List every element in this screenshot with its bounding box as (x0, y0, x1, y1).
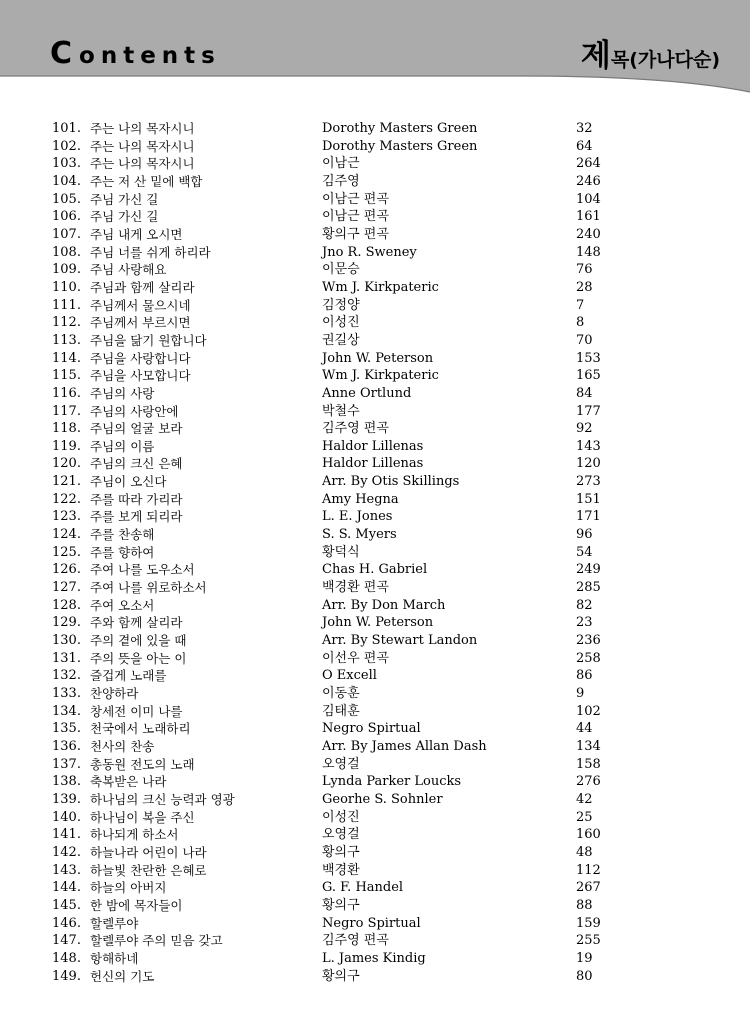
entry-title: 주님의 얼굴 보라 (90, 421, 183, 437)
entry-page: 84 (576, 385, 593, 401)
entry-number: 145. (52, 897, 81, 913)
toc-entry (0, 650, 750, 668)
entry-number: 125. (52, 544, 81, 560)
toc-entry (0, 773, 750, 791)
entry-author: Arr. By Don March (322, 597, 446, 613)
entry-title: 주님을 사모합니다 (90, 368, 191, 384)
entry-title: 즐겁게 노래를 (90, 668, 167, 684)
entry-number: 111. (52, 297, 81, 313)
entry-title: 할렐루야 주의 믿음 갖고 (90, 933, 223, 949)
entry-number: 114. (52, 350, 81, 366)
entry-number: 133. (52, 686, 81, 701)
entry-title: 찬양하라 (90, 686, 139, 701)
entry-page: 54 (576, 544, 593, 560)
toc-entry (0, 756, 750, 774)
toc-entry (0, 297, 750, 315)
entry-title: 하늘나라 어린이 나라 (90, 844, 207, 860)
toc-entry (0, 244, 750, 262)
entry-author: 오영걸 (322, 827, 360, 843)
entry-page: 102 (576, 703, 601, 719)
entry-title: 주님과 함께 살리라 (90, 279, 195, 295)
entry-title: 창세전 이미 나를 (90, 703, 183, 719)
toc-entry (0, 261, 750, 279)
toc-entry (0, 879, 750, 897)
entry-page: 23 (576, 615, 593, 631)
entry-author: 이문승 (322, 262, 360, 278)
toc-entry (0, 862, 750, 880)
entry-number: 106. (52, 209, 81, 225)
entry-title: 하늘빛 찬란한 은혜로 (90, 862, 207, 878)
entry-number: 116. (52, 385, 81, 401)
entry-page: 246 (576, 173, 601, 189)
entry-title: 항해하네 (90, 950, 139, 966)
entry-page: 88 (576, 897, 593, 913)
entry-number: 144. (52, 880, 81, 896)
entry-page: 177 (576, 403, 601, 419)
entry-title: 천국에서 노래하리 (90, 721, 191, 737)
entry-page: 76 (576, 262, 593, 278)
entry-page: 276 (576, 774, 601, 790)
entry-author: John W. Peterson (322, 615, 434, 631)
entry-page: 86 (576, 668, 593, 684)
entry-number: 117. (52, 403, 81, 419)
entry-page: 28 (576, 279, 593, 295)
entry-title: 주님의 크신 은혜 (90, 456, 183, 472)
entry-author: G. F. Handel (322, 880, 404, 896)
entry-number: 118. (52, 421, 81, 437)
entry-title: 주를 향하여 (90, 544, 155, 560)
toc-entry (0, 720, 750, 738)
entry-page: 165 (576, 368, 601, 384)
toc-entry (0, 367, 750, 385)
toc-entry (0, 685, 750, 703)
entry-title: 하나님이 복을 주신 (90, 809, 195, 825)
entry-author: 박철수 (322, 403, 360, 419)
toc-entry (0, 191, 750, 209)
toc-entry (0, 350, 750, 368)
entry-number: 122. (52, 491, 81, 507)
entry-title: 주를 따라 가리라 (90, 491, 183, 507)
entry-page: 258 (576, 650, 601, 666)
entry-number: 142. (52, 844, 81, 860)
entry-title: 주님 너를 쉬게 하리라 (90, 244, 211, 260)
table-of-contents (0, 120, 750, 985)
entry-title: 주는 저 산 밑에 백합 (90, 173, 203, 189)
entry-author: 황의구 편곡 (322, 226, 389, 242)
toc-entry (0, 208, 750, 226)
entry-number: 112. (52, 315, 81, 331)
toc-entry (0, 491, 750, 509)
entry-author: Georhe S. Sohnler (322, 791, 443, 807)
entry-number: 121. (52, 474, 81, 490)
toc-entry (0, 614, 750, 632)
entry-page: 236 (576, 633, 601, 649)
entry-page: 255 (576, 933, 601, 949)
entry-author: Wm J. Kirkpateric (322, 279, 439, 295)
entry-title: 축복받은 나라 (90, 774, 167, 790)
entry-author: 권길상 (322, 332, 360, 348)
toc-entry (0, 420, 750, 438)
entry-title: 주님께서 부르시면 (90, 315, 191, 331)
entry-author: 이남근 편곡 (322, 209, 389, 225)
toc-entry (0, 120, 750, 138)
entry-title: 주님의 사랑안에 (90, 403, 179, 419)
entry-number: 108. (52, 244, 81, 260)
toc-entry (0, 915, 750, 933)
toc-entry (0, 632, 750, 650)
entry-author: 김주영 편곡 (322, 421, 389, 437)
entry-page: 44 (576, 721, 593, 737)
entry-number: 127. (52, 580, 81, 596)
entry-number: 124. (52, 527, 81, 543)
entry-author: John W. Peterson (322, 350, 434, 366)
entry-author: Arr. By Otis Skillings (322, 474, 460, 490)
entry-page: 8 (576, 315, 585, 331)
entry-title: 주님이 오신다 (90, 474, 167, 490)
toc-entry (0, 403, 750, 421)
entry-page: 240 (576, 226, 601, 242)
entry-author: Haldor Lillenas (322, 438, 424, 454)
entry-page: 267 (576, 880, 601, 896)
section-title: 제목(가나다순) (580, 38, 720, 74)
entry-author: O Excell (322, 668, 377, 684)
entry-number: 104. (52, 173, 81, 189)
entry-title: 하늘의 아버지 (90, 880, 167, 896)
entry-title: 주는 나의 목자시니 (90, 156, 195, 172)
entry-author: Arr. By Stewart Landon (322, 633, 478, 649)
entry-number: 115. (52, 368, 81, 384)
entry-author: Dorothy Masters Green (322, 138, 478, 154)
toc-entry (0, 844, 750, 862)
entry-page: 134 (576, 738, 601, 754)
toc-entry (0, 332, 750, 350)
toc-entry (0, 314, 750, 332)
entry-author: Wm J. Kirkpateric (322, 368, 439, 384)
entry-number: 132. (52, 668, 81, 684)
entry-title: 주님 사랑해요 (90, 262, 167, 278)
entry-title: 주는 나의 목자시니 (90, 121, 195, 136)
entry-title: 주님의 사랑 (90, 385, 155, 401)
entry-page: 153 (576, 350, 601, 366)
entry-page: 92 (576, 421, 593, 437)
toc-entry (0, 438, 750, 456)
entry-page: 82 (576, 597, 593, 613)
entry-page: 159 (576, 915, 601, 931)
entry-author: 이성진 (322, 809, 360, 825)
entry-number: 146. (52, 915, 81, 931)
entry-title: 주를 찬송해 (90, 527, 155, 543)
entry-author: 황의구 (322, 844, 360, 860)
toc-entry (0, 226, 750, 244)
entry-number: 120. (52, 456, 81, 472)
toc-entry (0, 738, 750, 756)
entry-number: 139. (52, 791, 81, 807)
entry-page: 112 (576, 862, 601, 878)
entry-number: 129. (52, 615, 81, 631)
entry-number: 103. (52, 156, 81, 172)
toc-entry (0, 455, 750, 473)
entry-page: 32 (576, 121, 593, 136)
entry-number: 134. (52, 703, 81, 719)
toc-entry (0, 826, 750, 844)
entry-page: 161 (576, 209, 601, 225)
toc-entry (0, 579, 750, 597)
entry-page: 171 (576, 509, 601, 525)
toc-entry (0, 968, 750, 986)
entry-author: 백경환 편곡 (322, 580, 389, 596)
entry-author: 백경환 (322, 862, 360, 878)
entry-number: 138. (52, 774, 81, 790)
toc-entry (0, 279, 750, 297)
entry-author: Haldor Lillenas (322, 456, 424, 472)
entry-title: 주여 나를 위로하소서 (90, 580, 207, 596)
entry-page: 264 (576, 156, 601, 172)
toc-entry (0, 897, 750, 915)
toc-entry (0, 597, 750, 615)
entry-page: 120 (576, 456, 601, 472)
entry-author: 김태훈 (322, 703, 360, 719)
entry-number: 101. (52, 121, 81, 136)
entry-number: 147. (52, 933, 81, 949)
entry-author: 김정양 (322, 297, 360, 313)
entry-title: 주님을 닮기 원합니다 (90, 332, 207, 348)
entry-author: L. James Kindig (322, 950, 426, 966)
entry-number: 141. (52, 827, 81, 843)
entry-page: 25 (576, 809, 593, 825)
entry-number: 149. (52, 968, 81, 984)
entry-author: Lynda Parker Loucks (322, 774, 462, 790)
entry-number: 140. (52, 809, 81, 825)
entry-title: 주는 나의 목자시니 (90, 138, 195, 154)
entry-title: 할렐루야 (90, 915, 139, 931)
entry-number: 109. (52, 262, 81, 278)
entry-title: 주님 가신 길 (90, 191, 159, 207)
entry-title: 한 밤에 목자들이 (90, 897, 183, 913)
entry-page: 96 (576, 527, 593, 543)
entry-number: 119. (52, 438, 81, 454)
entry-title: 주와 함께 살리라 (90, 615, 183, 631)
toc-entry (0, 155, 750, 173)
entry-author: 이동훈 (322, 686, 360, 701)
entry-page: 64 (576, 138, 593, 154)
entry-author: L. E. Jones (322, 509, 393, 525)
entry-page: 249 (576, 562, 601, 578)
page-header (0, 0, 750, 100)
entry-author: Jno R. Sweney (322, 244, 417, 260)
entry-page: 158 (576, 756, 601, 772)
entry-author: Anne Ortlund (322, 385, 412, 401)
toc-entry (0, 703, 750, 721)
entry-author: Chas H. Gabriel (322, 562, 428, 578)
entry-page: 104 (576, 191, 601, 207)
entry-title: 주님 가신 길 (90, 209, 159, 225)
entry-number: 128. (52, 597, 81, 613)
entry-page: 151 (576, 491, 601, 507)
entry-page: 160 (576, 827, 601, 843)
entry-title: 주의 뜻을 아는 이 (90, 650, 187, 666)
entry-page: 148 (576, 244, 601, 260)
entry-number: 123. (52, 509, 81, 525)
toc-entry (0, 809, 750, 827)
entry-title: 주님 내게 오시면 (90, 226, 183, 242)
entry-author: 이선우 편곡 (322, 650, 389, 666)
entry-number: 126. (52, 562, 81, 578)
entry-page: 70 (576, 332, 593, 348)
toc-entry (0, 173, 750, 191)
entry-title: 천사의 찬송 (90, 738, 155, 754)
entry-title: 주님께서 물으시네 (90, 297, 191, 313)
entry-page: 7 (576, 297, 585, 313)
entry-title: 주여 오소서 (90, 597, 155, 613)
entry-title: 주여 나를 도우소서 (90, 562, 195, 578)
entry-title: 하나님의 크신 능력과 영광 (90, 791, 235, 807)
entry-author: 오영걸 (322, 756, 360, 772)
entry-number: 136. (52, 738, 81, 754)
toc-entry (0, 138, 750, 156)
entry-page: 143 (576, 438, 601, 454)
contents-heading: Contents (50, 36, 221, 71)
entry-author: 이남근 편곡 (322, 191, 389, 207)
toc-entry (0, 526, 750, 544)
entry-number: 143. (52, 862, 81, 878)
entry-page: 19 (576, 950, 593, 966)
entry-author: 이성진 (322, 315, 360, 331)
entry-page: 285 (576, 580, 601, 596)
entry-title: 주를 보게 되리라 (90, 509, 183, 525)
entry-number: 135. (52, 721, 81, 737)
toc-entry (0, 544, 750, 562)
entry-page: 42 (576, 791, 593, 807)
toc-entry (0, 932, 750, 950)
entry-page: 48 (576, 844, 593, 860)
entry-author: 황덕식 (322, 544, 360, 560)
entry-author: 김주영 (322, 173, 360, 189)
entry-number: 130. (52, 633, 81, 649)
entry-author: S. S. Myers (322, 527, 397, 543)
toc-entry (0, 791, 750, 809)
entry-title: 주님을 사랑합니다 (90, 350, 191, 366)
toc-entry (0, 667, 750, 685)
entry-number: 107. (52, 226, 81, 242)
entry-page: 273 (576, 474, 601, 490)
entry-author: 황의구 (322, 897, 360, 913)
entry-page: 80 (576, 968, 593, 984)
entry-number: 137. (52, 756, 81, 772)
entry-title: 총동원 전도의 노래 (90, 756, 195, 772)
entry-number: 113. (52, 332, 81, 348)
toc-entry (0, 950, 750, 968)
entry-author: 이남근 (322, 156, 360, 172)
entry-author: Negro Spirtual (322, 915, 421, 931)
entry-number: 131. (52, 650, 81, 666)
entry-title: 주의 곁에 있을 때 (90, 633, 187, 649)
entry-title: 하나되게 하소서 (90, 827, 179, 843)
entry-number: 148. (52, 950, 81, 966)
entry-number: 102. (52, 138, 81, 154)
toc-entry (0, 385, 750, 403)
toc-entry (0, 508, 750, 526)
entry-author: 황의구 (322, 968, 360, 984)
entry-title: 헌신의 기도 (90, 968, 155, 984)
toc-entry (0, 561, 750, 579)
entry-author: Negro Spirtual (322, 721, 421, 737)
toc-entry (0, 473, 750, 491)
entry-author: Arr. By James Allan Dash (322, 738, 487, 754)
entry-author: Amy Hegna (322, 491, 399, 507)
entry-author: Dorothy Masters Green (322, 121, 478, 136)
entry-page: 9 (576, 686, 585, 701)
entry-author: 김주영 편곡 (322, 933, 389, 949)
entry-number: 105. (52, 191, 81, 207)
entry-title: 주님의 이름 (90, 438, 155, 454)
entry-number: 110. (52, 279, 81, 295)
